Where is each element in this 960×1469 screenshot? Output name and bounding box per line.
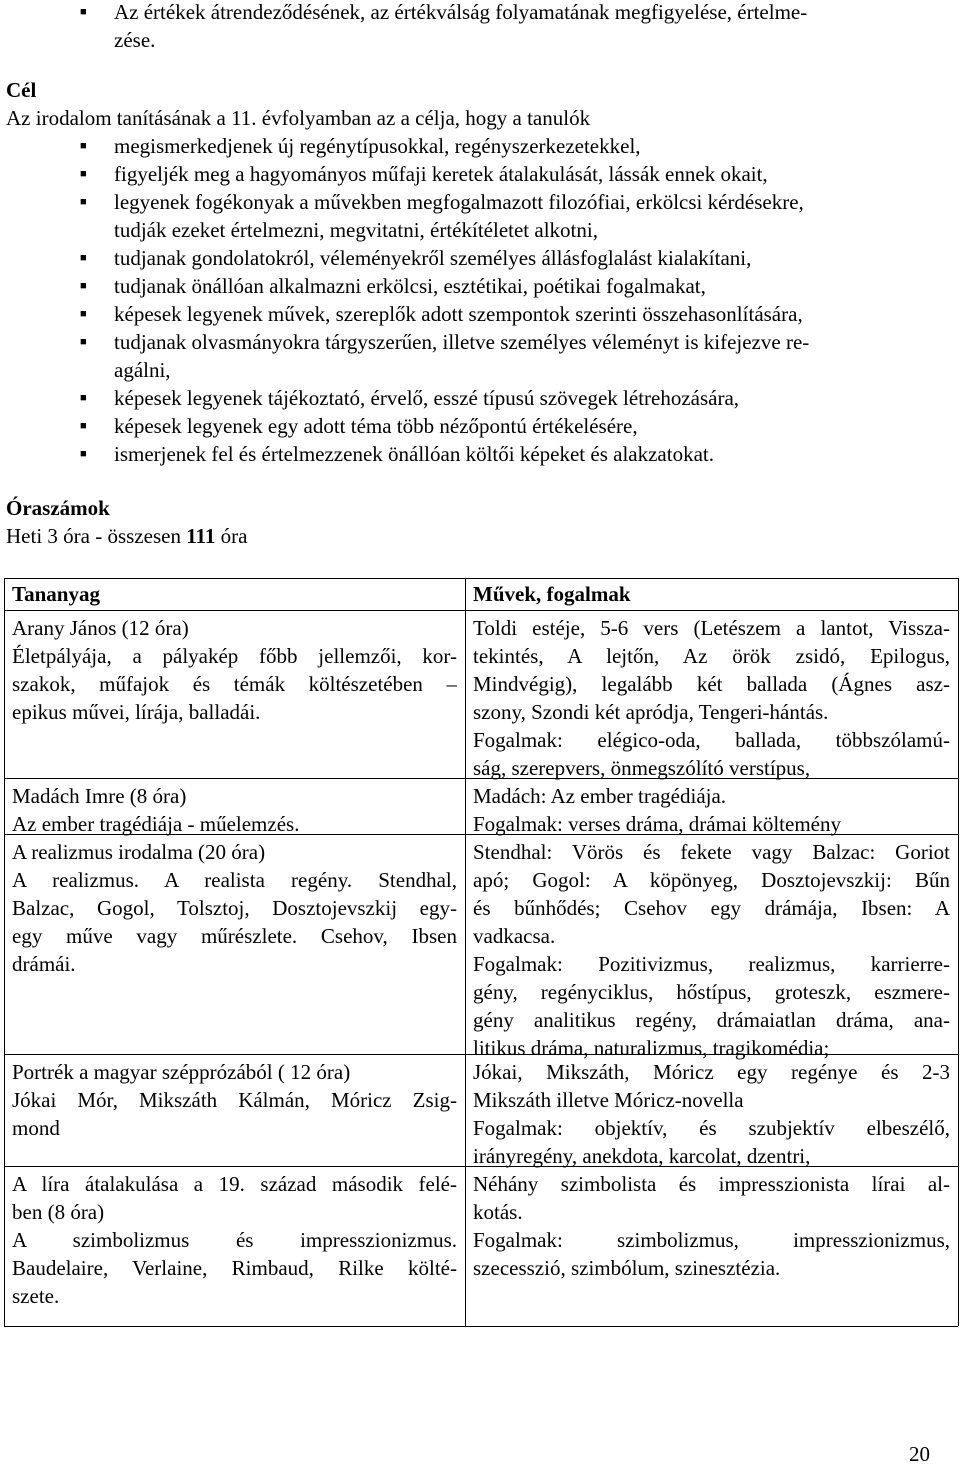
table-row-divider bbox=[4, 610, 958, 611]
tananyag-text: Madách Imre (8 óra) bbox=[12, 784, 187, 808]
tananyag-text: ben (8 óra) bbox=[12, 1200, 105, 1224]
bullet-icon: ■ bbox=[80, 168, 87, 180]
bullet-item-text: tudjanak olvasmányokra tárgyszerűen, illetve személyes véleményt is kifejezve re- bbox=[114, 330, 810, 354]
table-top-border bbox=[4, 578, 958, 579]
bullet-item-text: zése. bbox=[114, 28, 156, 52]
hours-total: 111 bbox=[186, 524, 216, 548]
bullet-icon: ■ bbox=[80, 252, 87, 264]
muvek-text: és bűnhődés; Csehov egy drámája, Ibsen: A bbox=[473, 896, 950, 920]
muvek-text: szony, Szondi két apródja, Tengeri-hántás. bbox=[473, 700, 829, 724]
muvek-text: Stendhal: Vörös és fekete vagy Balzac: Goriot bbox=[473, 840, 950, 864]
tananyag-text: A szimbolizmus és impresszionizmus. bbox=[12, 1228, 457, 1252]
bullet-item-text: tudják ezeket értelmezni, megvitatni, értékítéletet alkotni, bbox=[114, 218, 598, 242]
hours-suffix: óra bbox=[215, 524, 248, 548]
goal-heading: Cél bbox=[6, 78, 37, 102]
tananyag-text: Portrék a magyar szépprózából ( 12 óra) bbox=[12, 1060, 351, 1084]
muvek-text: litikus dráma, naturalizmus, tragikomédia; bbox=[473, 1036, 830, 1060]
column-header-muvek: Művek, fogalmak bbox=[473, 582, 631, 606]
tananyag-text: szakok, műfajok és témák költészetében – bbox=[12, 672, 457, 696]
muvek-text: Fogalmak: szimbolizmus, impresszionizmus, bbox=[473, 1228, 950, 1252]
hours-heading: Óraszámok bbox=[6, 496, 110, 520]
bullet-icon: ■ bbox=[80, 336, 87, 348]
bullet-icon: ■ bbox=[80, 308, 87, 320]
table-bottom-border bbox=[4, 1326, 958, 1327]
bullet-item-text: képesek legyenek művek, szereplők adott szempontok szerinti összehasonlítására, bbox=[114, 302, 803, 326]
page-number: 20 bbox=[909, 1442, 930, 1466]
muvek-text: vadkacsa. bbox=[473, 924, 556, 948]
tananyag-text: Arany János (12 óra) bbox=[12, 616, 189, 640]
tananyag-text: szete. bbox=[12, 1284, 60, 1308]
tananyag-text: egy műve vagy műrészlete. Csehov, Ibsen bbox=[12, 924, 457, 948]
curriculum-table bbox=[4, 578, 958, 1326]
hours-prefix: Heti 3 óra - összesen bbox=[6, 524, 187, 548]
muvek-text: Fogalmak: verses dráma, drámai költemény bbox=[473, 812, 841, 836]
muvek-text: irányregény, anekdota, karcolat, dzentri, bbox=[473, 1144, 811, 1168]
muvek-text: Fogalmak: objektív, és szubjektív elbeszélő, bbox=[473, 1116, 950, 1140]
bullet-item-text: tudjanak önállóan alkalmazni erkölcsi, esztétikai, poétikai fogalmakat, bbox=[114, 274, 706, 298]
muvek-text: gény, regényciklus, hőstípus, groteszk, eszmere- bbox=[473, 980, 950, 1004]
bullet-item-text: ismerjenek fel és értelmezzenek önállóan költői képeket és alakzatokat. bbox=[114, 442, 714, 466]
muvek-text: apó; Gogol: A köpönyeg, Dosztojevszkij: Bűn bbox=[473, 868, 950, 892]
tananyag-text: drámái. bbox=[12, 952, 76, 976]
bullet-item-text: tudjanak gondolatokról, véleményekről személyes állásfoglalást kialakítani, bbox=[114, 246, 752, 270]
table-column-divider bbox=[465, 578, 466, 1326]
bullet-item-text: figyeljék meg a hagyományos műfaji keretek átalakulását, lássák ennek okait, bbox=[114, 162, 768, 186]
tananyag-text: Jókai Mór, Mikszáth Kálmán, Móricz Zsig- bbox=[12, 1088, 457, 1112]
tananyag-text: epikus művei, lírája, balladái. bbox=[12, 700, 261, 724]
bullet-icon: ■ bbox=[80, 448, 87, 460]
bullet-item-text: Az értékek átrendeződésének, az értékválság folyamatának megfigyelése, értelme- bbox=[114, 0, 808, 24]
bullet-item-text: agálni, bbox=[114, 358, 171, 382]
muvek-text: gény analitikus regény, drámaiatlan dráma, ana- bbox=[473, 1008, 950, 1032]
muvek-text: Jókai, Mikszáth, Móricz egy regénye és 2-3 bbox=[473, 1060, 950, 1084]
bullet-item-text: képesek legyenek egy adott téma több nézőpontú értékelésére, bbox=[114, 414, 638, 438]
muvek-text: Fogalmak: Pozitivizmus, realizmus, karrierre- bbox=[473, 952, 950, 976]
tananyag-text: Baudelaire, Verlaine, Rimbaud, Rilke költé- bbox=[12, 1256, 457, 1280]
muvek-text: kotás. bbox=[473, 1200, 523, 1224]
tananyag-text: A realizmus. A realista regény. Stendhal, bbox=[12, 868, 457, 892]
muvek-text: Madách: Az ember tragédiája. bbox=[473, 784, 727, 808]
muvek-text: ság, szerepvers, önmegszólító verstípus, bbox=[473, 756, 811, 780]
muvek-text: szecesszió, szimbólum, szinesztézia. bbox=[473, 1256, 781, 1280]
bullet-item-text: legyenek fogékonyak a művekben megfogalmazott filozófiai, erkölcsi kérdésekre, bbox=[114, 190, 804, 214]
bullet-icon: ■ bbox=[80, 420, 87, 432]
column-header-tananyag: Tananyag bbox=[12, 582, 100, 606]
bullet-icon: ■ bbox=[80, 280, 87, 292]
muvek-text: Toldi estéje, 5-6 vers (Letészem a lantot, Vissza- bbox=[473, 616, 950, 640]
goal-intro: Az irodalom tanításának a 11. évfolyamban az a célja, hogy a tanulók bbox=[6, 106, 591, 130]
tananyag-text: Az ember tragédiája - műelemzés. bbox=[12, 812, 300, 836]
hours-text bbox=[6, 522, 247, 550]
table-right-border bbox=[958, 578, 959, 1326]
tananyag-text: mond bbox=[12, 1116, 60, 1140]
bullet-item-text: megismerkedjenek új regénytípusokkal, regényszerkezetekkel, bbox=[114, 134, 641, 158]
muvek-text: Mikszáth illetve Móricz-novella bbox=[473, 1088, 744, 1112]
bullet-icon: ■ bbox=[80, 196, 87, 208]
bullet-icon: ■ bbox=[80, 6, 87, 18]
tananyag-text: A realizmus irodalma (20 óra) bbox=[12, 840, 266, 864]
tananyag-text: A líra átalakulása a 19. század második felé- bbox=[12, 1172, 457, 1196]
bullet-item-text: képesek legyenek tájékoztató, érvelő, esszé típusú szövegek létrehozására, bbox=[114, 386, 740, 410]
muvek-text: Mindvégig), legalább két ballada (Ágnes asz- bbox=[473, 672, 950, 696]
bullet-icon: ■ bbox=[80, 392, 87, 404]
tananyag-text: Életpályája, a pályakép főbb jellemzői, kor- bbox=[12, 644, 457, 668]
muvek-text: Fogalmak: elégico-oda, ballada, többszólamú- bbox=[473, 728, 950, 752]
muvek-text: Néhány szimbolista és impresszionista lírai al- bbox=[473, 1172, 950, 1196]
bullet-icon: ■ bbox=[80, 140, 87, 152]
muvek-text: tekintés, A lejtőn, Az örök zsidó, Epilogus, bbox=[473, 644, 950, 668]
tananyag-text: Balzac, Gogol, Tolsztoj, Dosztojevszkij egy- bbox=[12, 896, 457, 920]
table-left-border bbox=[4, 578, 5, 1326]
